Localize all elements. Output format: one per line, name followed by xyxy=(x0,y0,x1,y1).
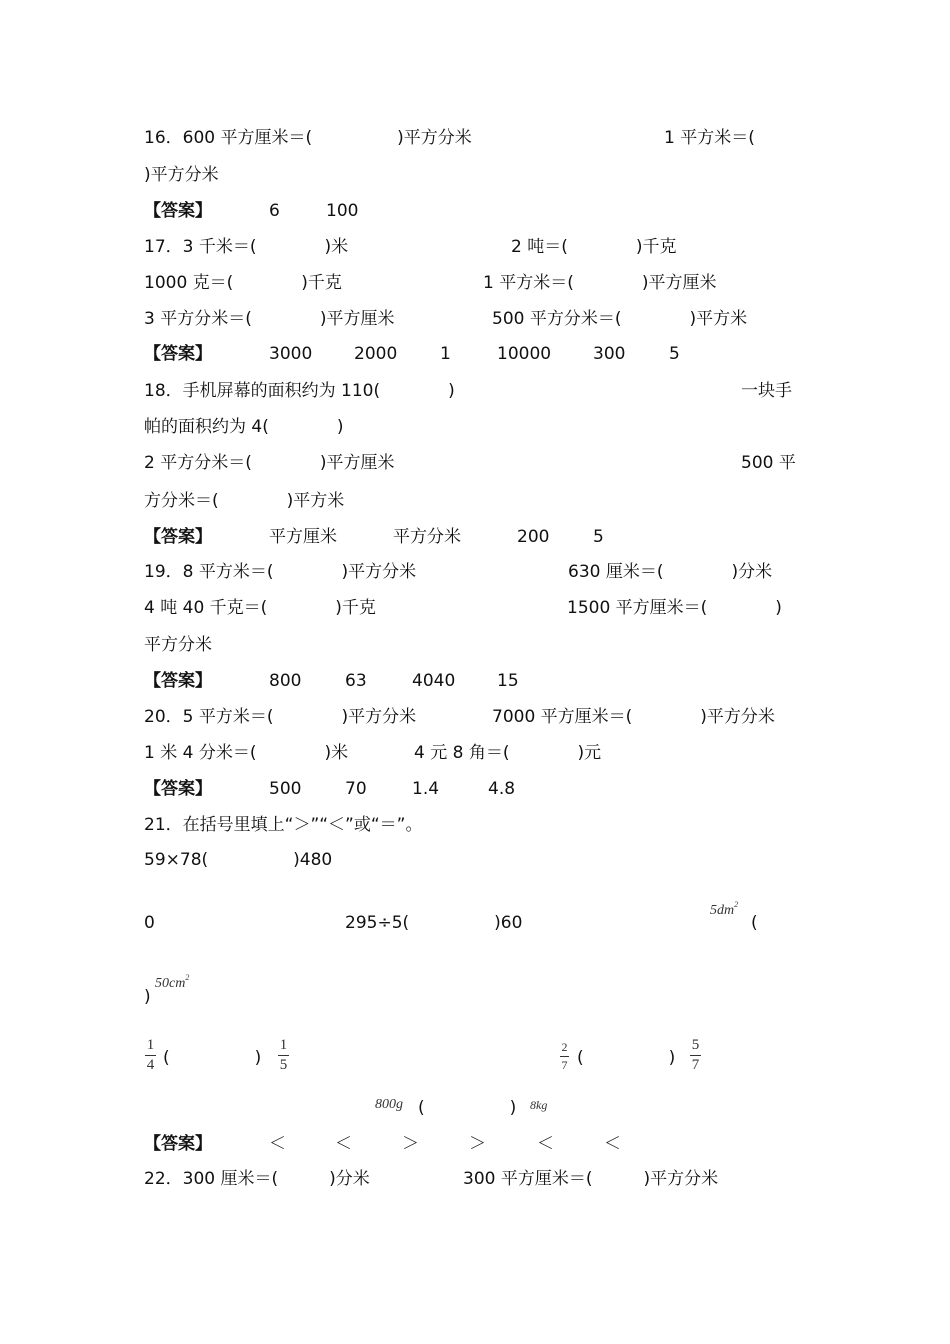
q21-fraction-paren-2: ( ) xyxy=(577,1048,676,1068)
q21-fraction-paren-1: ( ) xyxy=(163,1048,262,1068)
q21-answer-4: ＞ xyxy=(469,1134,486,1154)
q19-line2-right: 1500 平方厘米＝( ) xyxy=(567,598,782,618)
q22-line1-left: 22．300 厘米＝( )分米 xyxy=(144,1169,370,1189)
q18-answer-2: 平方分米 xyxy=(393,527,461,547)
q21-dm2-paren: ( xyxy=(751,913,758,933)
q20-answer-4: 4.8 xyxy=(488,779,516,799)
q17-line1-right: 2 吨＝( )千克 xyxy=(511,237,677,257)
q20-answer-1: 500 xyxy=(269,779,302,799)
q16-line1-right: 1 平方米＝( xyxy=(664,128,755,148)
q20-answer-2: 70 xyxy=(345,779,367,799)
q19-answer-3: 4040 xyxy=(412,671,456,691)
q19-line2-left: 4 吨 40 千克＝( )千克 xyxy=(144,598,376,618)
q21-answer-6: ＜ xyxy=(604,1134,621,1154)
q17-answer-2: 2000 xyxy=(354,344,398,364)
q18-line4: 方分米＝( )平方米 xyxy=(144,491,345,511)
q18-line3-right: 500 平 xyxy=(741,453,796,473)
q16-line1: 16．600 平方厘米＝( )平方分米 xyxy=(144,128,472,148)
q17-answer-6: 5 xyxy=(669,344,680,364)
q17-answer-label: 【答案】 xyxy=(144,344,212,364)
q18-answer-label: 【答案】 xyxy=(144,527,212,547)
q21-answer-2: ＜ xyxy=(335,1134,352,1154)
q18-line1-right: 一块手 xyxy=(741,381,792,401)
q18-answer-3: 200 xyxy=(517,527,550,547)
q19-answer-label: 【答案】 xyxy=(144,671,212,691)
q17-answer-4: 10000 xyxy=(497,344,552,364)
q16-line2: )平方分米 xyxy=(144,165,219,185)
q16-answer-2: 100 xyxy=(326,201,359,221)
q19-line1-right: 630 厘米＝( )分米 xyxy=(568,562,773,582)
q16-answer-1: 6 xyxy=(269,201,280,221)
q19-answer-4: 15 xyxy=(497,671,519,691)
q21-dm2-value: $5dm^2$ xyxy=(710,900,739,918)
q19-answer-1: 800 xyxy=(269,671,302,691)
q21-cm2-value: $50cm^2$ xyxy=(155,973,190,991)
q17-line2-left: 1000 克＝( )千克 xyxy=(144,273,342,293)
q21-answer-1: ＜ xyxy=(269,1134,286,1154)
q16-answer-label: 【答案】 xyxy=(144,201,212,221)
q21-answer-3: ＞ xyxy=(402,1134,419,1154)
q19-answer-2: 63 xyxy=(345,671,367,691)
q21-800g-value: 800g xyxy=(375,1097,403,1112)
q21-fraction-1-4: 1 4 xyxy=(146,1037,155,1073)
q18-line2: 帕的面积约为 4( ) xyxy=(144,417,344,437)
q20-answer-3: 1.4 xyxy=(412,779,440,799)
q21-cm2-paren: ) xyxy=(144,987,151,1007)
q20-line2-right: 4 元 8 角＝( )元 xyxy=(414,743,602,763)
q18-line1-left: 18．手机屏幕的面积约为 110( ) xyxy=(144,381,455,401)
q20-line2-left: 1 米 4 分米＝( )米 xyxy=(144,743,349,763)
q17-line2-right: 1 平方米＝( )平方厘米 xyxy=(483,273,717,293)
q20-line1-left: 20．5 平方米＝( )平方分米 xyxy=(144,707,417,727)
q21-line2-division: 295÷5( )60 xyxy=(345,913,523,933)
q18-answer-1: 平方厘米 xyxy=(269,527,337,547)
q21-answer-label: 【答案】 xyxy=(144,1134,212,1154)
q17-answer-3: 1 xyxy=(440,344,451,364)
q20-answer-label: 【答案】 xyxy=(144,779,212,799)
q21-fraction-1-5: 1 5 xyxy=(279,1037,288,1073)
q17-answer-5: 300 xyxy=(593,344,626,364)
q21-fraction-5-7: 5 7 xyxy=(691,1037,700,1073)
q17-line3-left: 3 平方分米＝( )平方厘米 xyxy=(144,309,395,329)
q21-fraction-2-7: 2 7 xyxy=(561,1040,568,1072)
q18-answer-4: 5 xyxy=(593,527,604,547)
q17-answer-1: 3000 xyxy=(269,344,313,364)
q18-line3-left: 2 平方分米＝( )平方厘米 xyxy=(144,453,395,473)
q21-8kg-value: 8kg xyxy=(530,1098,548,1112)
q17-line3-right: 500 平方分米＝( )平方米 xyxy=(492,309,748,329)
q20-line1-right: 7000 平方厘米＝( )平方分米 xyxy=(492,707,775,727)
q21-answer-5: ＜ xyxy=(537,1134,554,1154)
q19-line3: 平方分米 xyxy=(144,635,212,655)
q21-800g-paren: ( ) xyxy=(418,1098,517,1118)
q21-line2-zero: 0 xyxy=(144,913,155,933)
q19-line1-left: 19．8 平方米＝( )平方分米 xyxy=(144,562,417,582)
q21-title: 21．在括号里填上“＞”“＜”或“＝”。 xyxy=(144,815,423,835)
q21-line1: 59×78( )480 xyxy=(144,850,333,870)
q17-line1-left: 17．3 千米＝( )米 xyxy=(144,237,349,257)
q22-line1-right: 300 平方厘米＝( )平方分米 xyxy=(463,1169,719,1189)
